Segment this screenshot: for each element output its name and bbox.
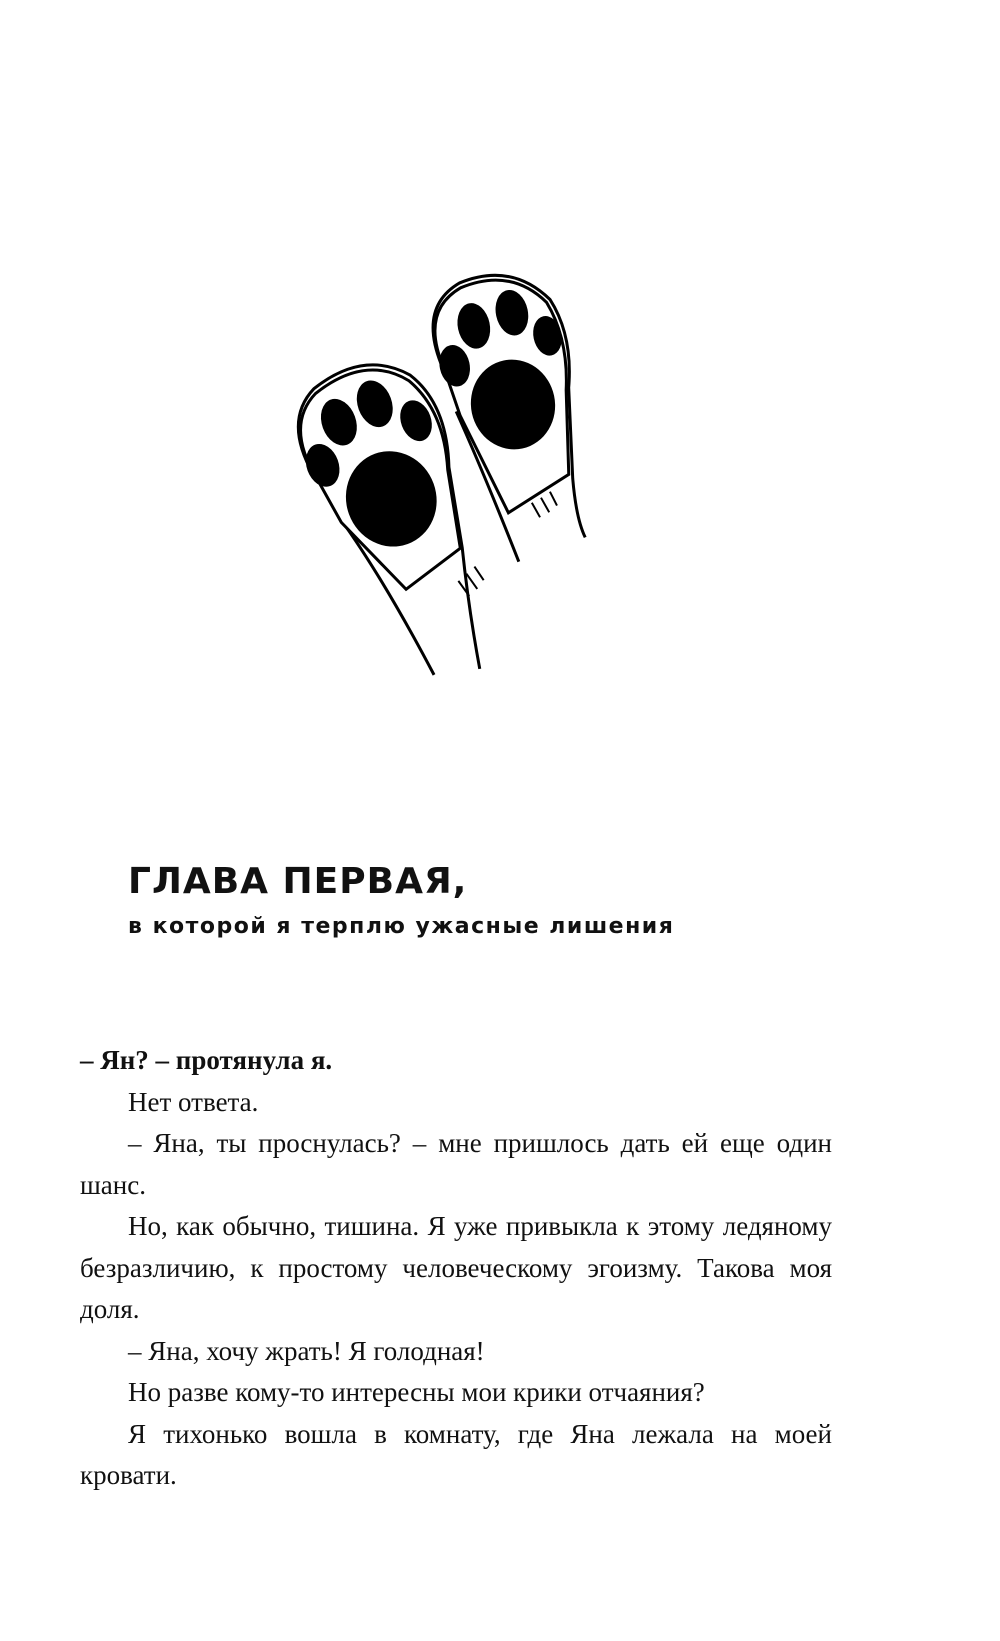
- paragraph: Нет ответа.: [128, 1086, 259, 1117]
- chapter-heading: [128, 860, 888, 942]
- paragraph: Но, как обычно, тишина. Я уже привыкла к этому ледяному безразличию, к простому человеческому эгоизму. Такова моя доля.: [80, 1211, 832, 1324]
- chapter-subtitle: в которой я терплю ужасные лишения: [128, 914, 675, 939]
- chapter-body: [80, 1040, 832, 1497]
- paragraph: – Яна, ты проснулась? – мне пришлось дать ей еще один шанс.: [80, 1128, 832, 1200]
- paragraph: – Яна, хочу жрать! Я голодная!: [128, 1335, 485, 1366]
- chapter-title: ГЛАВА ПЕРВАЯ,: [128, 861, 468, 902]
- paragraph: Я тихонько вошла в комнату, где Яна лежала на моей кровати.: [80, 1418, 832, 1490]
- paragraph: – Ян? – протянула я.: [80, 1045, 333, 1075]
- cat-paws-icon: [280, 270, 620, 710]
- paragraph: Но разве кому-то интересны мои крики отчаяния?: [128, 1377, 705, 1407]
